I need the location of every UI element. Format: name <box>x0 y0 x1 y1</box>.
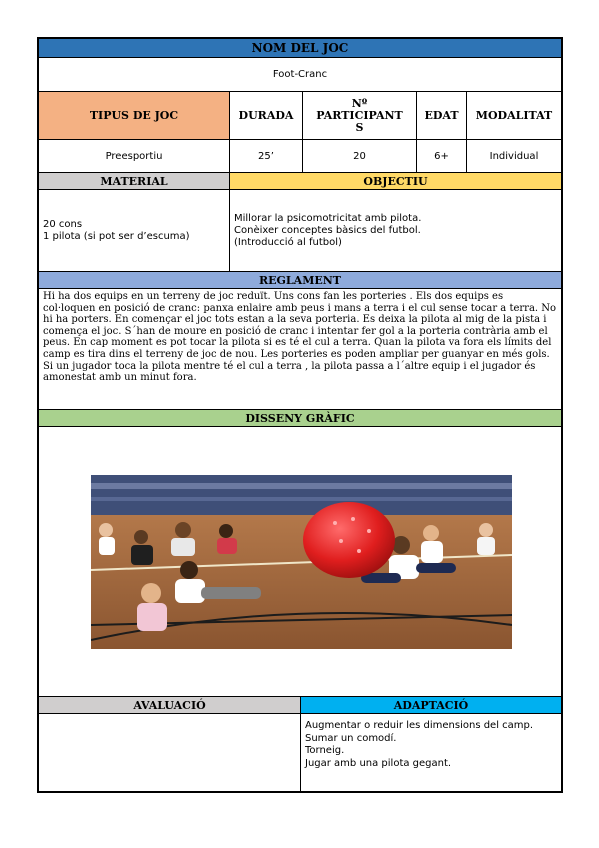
value-durada <box>230 140 303 173</box>
value-edat-text: 6+ <box>434 150 449 162</box>
header-tipus-label: TIPUS DE JOC <box>89 109 179 122</box>
objectiu-body <box>230 190 561 272</box>
kid-figure <box>477 523 495 555</box>
header-participants-label: Nº PARTICIPANT S <box>316 96 403 134</box>
avaluacio-header <box>39 697 301 714</box>
header-durada-label: DURADA <box>238 109 294 122</box>
page-title: NOM DEL JOC <box>251 41 349 55</box>
adaptacio-body <box>301 714 561 791</box>
value-durada-text: 25’ <box>258 150 274 162</box>
adaptacio-text: Augmentar o reduir les dimensions del camp. Sumar un comodí. Torneig. Jugar amb una pilota gegant. <box>305 720 534 769</box>
disseny-body <box>39 427 561 697</box>
value-participants <box>303 140 417 173</box>
value-tipus-text: Preesportiu <box>105 150 163 162</box>
value-tipus <box>39 140 230 173</box>
reglament-text: Hi ha dos equips en un terreny de joc reduït. Uns cons fan les porteries . Els dos equips es col·loquen en posició de cranc: panxa enlaire amb peus i mans a terra i el cul sense tocar a terra. No hi ha porters. En començar el joc tots estan a la seva porteria. Es deixa la pilota al mig de la pista i comença el joc. S´han de moure en posició de cranc i intentar fer gol a la porteria contrària amb el peus. En cap moment es pot tocar la pilota si es té el cul a terra. Quan la pilota va fora els límits del camp es tira dins el terreny de joc de nou. Les porteries es poden ampliar per guanyar en més gols. Si un jugador toca la pilota mentre té el cul a terra , la pilota passa a l´altre equip i el jugador és amonestat amb un minut fora. <box>43 291 557 384</box>
header-edat-label: EDAT <box>424 109 459 122</box>
material-header <box>39 173 230 190</box>
header-modalitat-label: MODALITAT <box>475 109 553 122</box>
objectiu-header <box>230 173 561 190</box>
material-title: MATERIAL <box>100 174 168 188</box>
disseny-header <box>39 410 561 427</box>
header-tipus <box>39 92 230 140</box>
header-modalitat <box>467 92 561 140</box>
header-participants <box>303 92 417 140</box>
game-name: Foot-Cranc <box>272 69 328 80</box>
reglament-title: REGLAMENT <box>259 273 341 287</box>
header-durada <box>230 92 303 140</box>
avaluacio-body <box>39 714 301 791</box>
value-participants-text: 20 <box>353 150 366 162</box>
adaptacio-header <box>301 697 561 714</box>
avaluacio-title: AVALUACIÓ <box>133 698 206 712</box>
game-name-row <box>39 58 561 92</box>
reglament-body <box>39 289 561 410</box>
objectiu-text: Millorar la psicomotricitat amb pilota. Conèixer conceptes bàsics del futbol. (Introducció al futbol) <box>234 212 422 248</box>
title-bar <box>39 39 561 58</box>
adaptacio-title: ADAPTACIÓ <box>393 698 469 712</box>
game-sheet <box>37 37 563 793</box>
disseny-title: DISSENY GRÀFIC <box>245 411 355 425</box>
objectiu-title: OBJECTIU <box>363 174 428 188</box>
gym-photo <box>91 475 512 649</box>
value-modalitat <box>467 140 561 173</box>
header-edat <box>417 92 467 140</box>
reglament-header <box>39 272 561 289</box>
kid-figure <box>99 523 115 555</box>
value-modalitat-text: Individual <box>489 150 539 162</box>
value-edat <box>417 140 467 173</box>
material-text: 20 cons 1 pilota (si pot ser d’escuma) <box>43 218 190 242</box>
material-body <box>39 190 230 272</box>
giant-ball <box>303 502 395 578</box>
